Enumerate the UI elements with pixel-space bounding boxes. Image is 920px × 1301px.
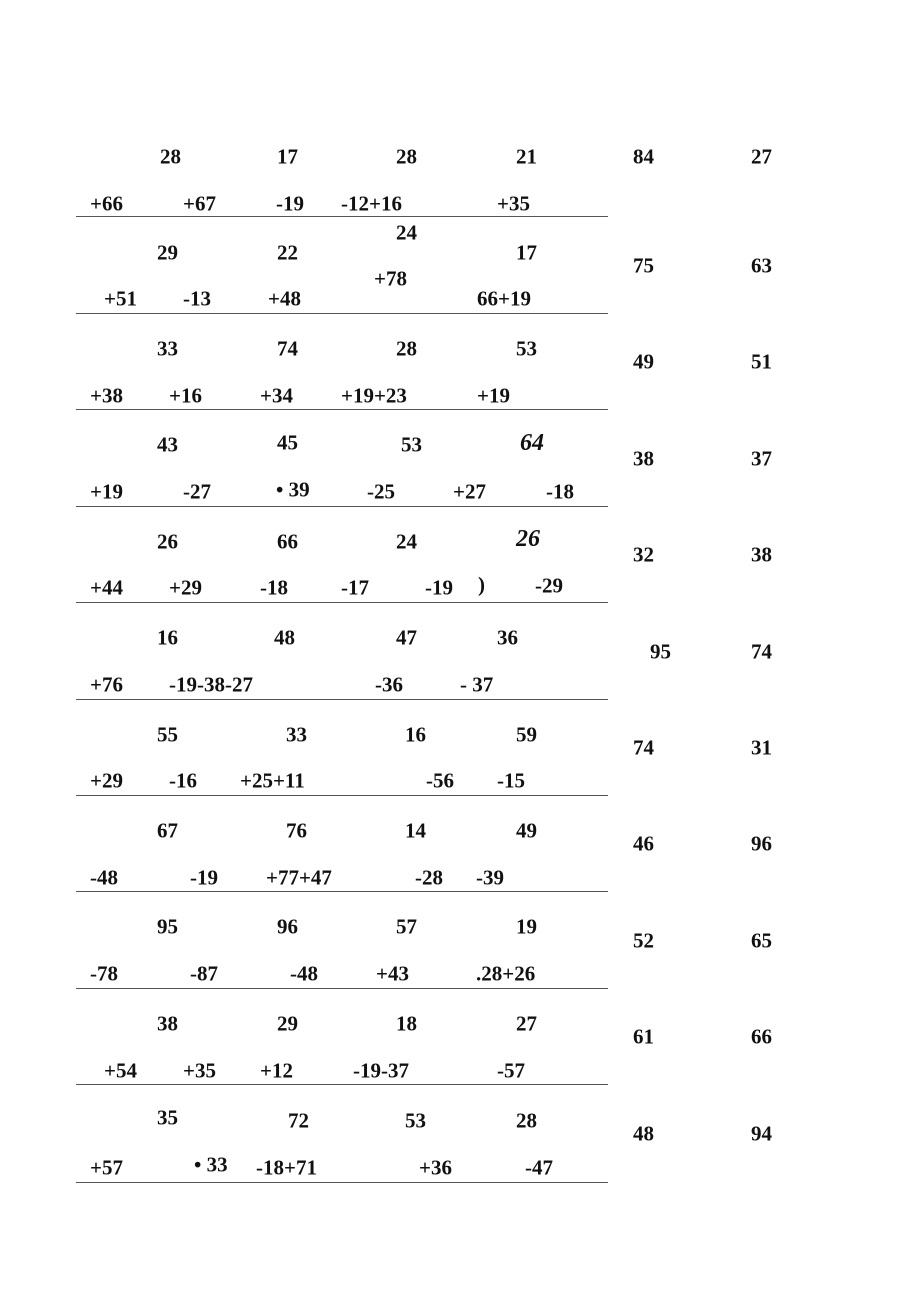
- operand-expression: -12+16: [341, 191, 402, 216]
- operand-expression: +54: [104, 1058, 137, 1083]
- minuend-number: 21: [516, 144, 537, 169]
- operand-expression: -17: [341, 575, 369, 600]
- operand-expression: +67: [183, 191, 216, 216]
- row-underline: [76, 1084, 608, 1085]
- minuend-number: 67: [157, 818, 178, 843]
- operand-expression: +16: [169, 383, 202, 408]
- operand-expression: -13: [183, 286, 211, 311]
- minuend-number: 53: [405, 1108, 426, 1133]
- row-underline: [76, 313, 608, 314]
- minuend-number: 29: [157, 240, 178, 265]
- row-underline: [76, 988, 608, 989]
- operand-expression: -19: [425, 575, 453, 600]
- side-number: 32: [633, 542, 654, 567]
- minuend-number: 33: [286, 722, 307, 747]
- operand-expression: +19+23: [341, 383, 407, 408]
- minuend-number: 48: [274, 625, 295, 650]
- minuend-number: 64: [520, 430, 544, 456]
- side-number: 48: [633, 1121, 654, 1146]
- operand-expression: +78: [374, 266, 407, 291]
- operand-expression: -36: [375, 672, 403, 697]
- operand-expression: -19-37: [353, 1058, 409, 1083]
- minuend-number: 14: [405, 818, 426, 843]
- side-number: 84: [633, 144, 654, 169]
- operand-expression: +19: [90, 479, 123, 504]
- operand-expression: +34: [260, 383, 293, 408]
- side-number: 38: [633, 446, 654, 471]
- minuend-number: 47: [396, 625, 417, 650]
- operand-expression: • 33: [194, 1152, 228, 1177]
- row-underline: [76, 699, 608, 700]
- operand-expression: -39: [476, 865, 504, 890]
- side-number: 27: [751, 144, 772, 169]
- operand-expression: .28+26: [476, 961, 536, 986]
- operand-expression: +44: [90, 575, 123, 600]
- operand-expression: -18: [260, 575, 288, 600]
- operand-expression: -48: [290, 961, 318, 986]
- operand-expression: -16: [169, 768, 197, 793]
- minuend-number: 53: [516, 336, 537, 361]
- minuend-number: 66: [277, 529, 298, 554]
- minuend-number: 16: [157, 625, 178, 650]
- row-underline: [76, 409, 608, 410]
- operand-expression: -27: [183, 479, 211, 504]
- operand-expression: -29: [535, 573, 563, 598]
- operand-expression: +25+11: [240, 768, 305, 793]
- row-underline: [76, 506, 608, 507]
- operand-expression: +29: [90, 768, 123, 793]
- minuend-number: 24: [396, 529, 417, 554]
- minuend-number: 38: [157, 1011, 178, 1036]
- minuend-number: 28: [160, 144, 181, 169]
- minuend-number: 57: [396, 914, 417, 939]
- operand-expression: ): [478, 572, 485, 597]
- row-underline: [76, 795, 608, 796]
- operand-expression: -48: [90, 865, 118, 890]
- minuend-number: 28: [396, 144, 417, 169]
- side-number: 51: [751, 349, 772, 374]
- minuend-number: 26: [157, 529, 178, 554]
- minuend-number: 24: [396, 220, 417, 245]
- operand-expression: -18: [546, 479, 574, 504]
- operand-expression: +38: [90, 383, 123, 408]
- minuend-number: 95: [157, 914, 178, 939]
- operand-expression: +19: [477, 383, 510, 408]
- minuend-number: 45: [277, 430, 298, 455]
- operand-expression: +66: [90, 191, 123, 216]
- operand-expression: +29: [169, 575, 202, 600]
- side-number: 63: [751, 253, 772, 278]
- minuend-number: 18: [396, 1011, 417, 1036]
- operand-expression: -28: [415, 865, 443, 890]
- side-number: 38: [751, 542, 772, 567]
- minuend-number: 72: [288, 1108, 309, 1133]
- side-number: 46: [633, 831, 654, 856]
- operand-expression: +51: [104, 286, 137, 311]
- operand-expression: -57: [497, 1058, 525, 1083]
- minuend-number: 26: [516, 526, 540, 552]
- minuend-number: 28: [516, 1108, 537, 1133]
- minuend-number: 59: [516, 722, 537, 747]
- operand-expression: +35: [497, 191, 530, 216]
- row-underline: [76, 891, 608, 892]
- operand-expression: +27: [453, 479, 486, 504]
- side-number: 74: [751, 639, 772, 664]
- minuend-number: 96: [277, 914, 298, 939]
- side-number: 95: [650, 639, 671, 664]
- minuend-number: 53: [401, 432, 422, 457]
- minuend-number: 74: [277, 336, 298, 361]
- operand-expression: -19: [190, 865, 218, 890]
- operand-expression: +43: [376, 961, 409, 986]
- row-underline: [76, 1182, 608, 1183]
- row-underline: [76, 216, 608, 217]
- minuend-number: 29: [277, 1011, 298, 1036]
- minuend-number: 28: [396, 336, 417, 361]
- operand-expression: -18+71: [256, 1155, 317, 1180]
- minuend-number: 17: [516, 240, 537, 265]
- operand-expression: +77+47: [266, 865, 332, 890]
- minuend-number: 36: [497, 625, 518, 650]
- minuend-number: 16: [405, 722, 426, 747]
- operand-expression: -25: [367, 479, 395, 504]
- side-number: 31: [751, 735, 772, 760]
- side-number: 52: [633, 928, 654, 953]
- side-number: 65: [751, 928, 772, 953]
- operand-expression: - 37: [460, 672, 494, 697]
- side-number: 74: [633, 735, 654, 760]
- minuend-number: 55: [157, 722, 178, 747]
- minuend-number: 76: [286, 818, 307, 843]
- side-number: 37: [751, 446, 772, 471]
- minuend-number: 35: [157, 1105, 178, 1130]
- side-number: 75: [633, 253, 654, 278]
- operand-expression: 66+19: [477, 286, 531, 311]
- side-number: 66: [751, 1024, 772, 1049]
- operand-expression: • 39: [276, 477, 310, 502]
- operand-expression: -15: [497, 768, 525, 793]
- minuend-number: 17: [277, 144, 298, 169]
- minuend-number: 49: [516, 818, 537, 843]
- side-number: 96: [751, 831, 772, 856]
- minuend-number: 27: [516, 1011, 537, 1036]
- operand-expression: -56: [426, 768, 454, 793]
- operand-expression: +12: [260, 1058, 293, 1083]
- row-underline: [76, 602, 608, 603]
- operand-expression: +35: [183, 1058, 216, 1083]
- operand-expression: +76: [90, 672, 123, 697]
- minuend-number: 33: [157, 336, 178, 361]
- operand-expression: +36: [419, 1155, 452, 1180]
- operand-expression: -47: [525, 1155, 553, 1180]
- minuend-number: 19: [516, 914, 537, 939]
- side-number: 94: [751, 1121, 772, 1146]
- side-number: 49: [633, 349, 654, 374]
- operand-expression: +48: [268, 286, 301, 311]
- side-number: 61: [633, 1024, 654, 1049]
- operand-expression: -19: [276, 191, 304, 216]
- minuend-number: 43: [157, 432, 178, 457]
- operand-expression: -78: [90, 961, 118, 986]
- minuend-number: 22: [277, 240, 298, 265]
- operand-expression: -19-38-27: [169, 672, 253, 697]
- operand-expression: +57: [90, 1155, 123, 1180]
- operand-expression: -87: [190, 961, 218, 986]
